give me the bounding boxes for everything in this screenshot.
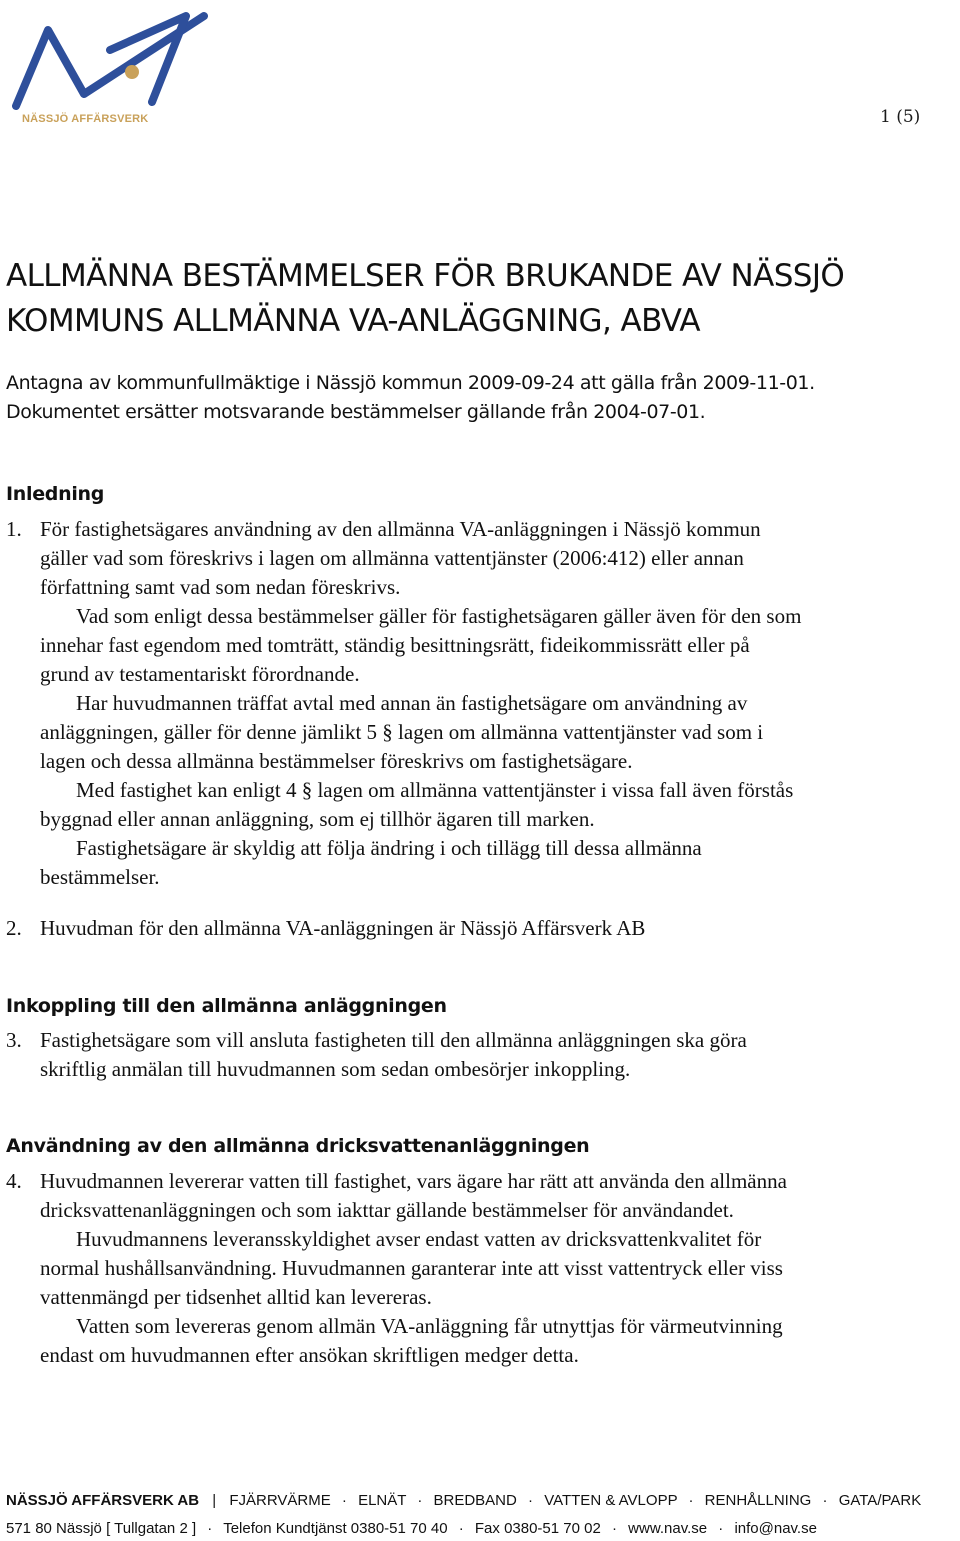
intro-text [6, 369, 946, 427]
paragraph-3 [6, 1026, 956, 1084]
paragraph-number: 1. [6, 517, 22, 541]
footer-dot: · [822, 1492, 828, 1509]
paragraph-number: 4. [6, 1169, 22, 1193]
footer-phone: Telefon Kundtjänst 0380-51 70 40 [223, 1520, 448, 1537]
paragraph-line: dricksvattenanläggningen och som iakttar gällande bestämmelser för användandet. [40, 1198, 734, 1222]
paragraph-line: vattenmängd per tidsenhet alltid kan levereras. [40, 1285, 432, 1309]
paragraph-line: grund av testamentariskt förordnande. [40, 662, 360, 686]
title-line-2: KOMMUNS ALLMÄNNA VA-ANLÄGGNING, ABVA [6, 303, 701, 339]
intro-line-2: Dokumentet ersätter motsvarande bestämmelser gällande från 2004-07-01. [6, 401, 706, 423]
paragraph-line: innehar fast egendom med tomträtt, ständig besittningsrätt, fideikommissrätt eller på [40, 633, 750, 657]
paragraph-line: normal hushållsanvändning. Huvudmannen garanterar inte att visst vattentryck eller viss [40, 1256, 783, 1280]
paragraph-line: Med fastighet kan enligt 4 § lagen om allmänna vattentjänster i vissa fall även förstås [76, 778, 794, 802]
paragraph-line: författning samt vad som nedan föreskrivs. [40, 575, 401, 599]
footer-separator: | [212, 1492, 217, 1509]
footer-fax: Fax 0380-51 70 02 [474, 1520, 601, 1537]
paragraph-line: anläggningen, gäller för denne jämlikt 5 § lagen om allmänna vattentjänster vad som i [40, 720, 764, 744]
paragraph-line: För fastighetsägares användning av den allmänna VA-anläggningen i Nässjö kommun [40, 517, 761, 541]
footer-dot: · [688, 1492, 694, 1509]
paragraph-4 [6, 1167, 956, 1370]
footer-dot: · [417, 1492, 423, 1509]
footer-email-link[interactable]: info@nav.se [734, 1520, 817, 1537]
footer-service: ELNÄT [358, 1492, 407, 1509]
footer-service: RENHÅLLNING [704, 1492, 812, 1509]
paragraph-line: Huvudmannens leveransskyldighet avser endast vatten av dricksvattenkvalitet för [76, 1227, 762, 1251]
logo-text: NÄSSJÖ AFFÄRSVERK [22, 113, 149, 125]
intro-line-1: Antagna av kommunfullmäktige i Nässjö kommun 2009-09-24 att gälla från 2009-11-01. [6, 372, 815, 394]
footer-dot: · [458, 1520, 464, 1537]
footer-service: VATTEN & AVLOPP [544, 1492, 678, 1509]
paragraph-line: bestämmelser. [40, 865, 160, 889]
paragraph-line: lagen och dessa allmänna bestämmelser föreskrivs om fastighetsägare. [40, 749, 633, 773]
paragraph-line: Vatten som levereras genom allmän VA-anläggning får utnyttjas för värmeutvinning [76, 1314, 783, 1338]
paragraph-1 [6, 515, 956, 892]
paragraph-line: gäller vad som föreskrivs i lagen om allmänna vattentjänster (2006:412) eller annan [40, 546, 744, 570]
paragraph-number: 3. [6, 1028, 22, 1052]
footer-services [6, 1491, 956, 1511]
paragraph-2 [6, 914, 956, 943]
nassjo-affarsverk-logo [6, 6, 211, 126]
paragraph-line: Huvudmannen levererar vatten till fastighet, vars ägare har rätt att använda den allmänna [40, 1169, 787, 1193]
heading-anvandning: Användning av den allmänna dricksvattenanläggningen [6, 1135, 590, 1157]
paragraph-line: Vad som enligt dessa bestämmelser gäller för fastighetsägaren gäller även för den som [76, 604, 802, 628]
footer-service: FJÄRRVÄRME [229, 1492, 331, 1509]
paragraph-line: endast om huvudmannen efter ansökan skriftligen medger detta. [40, 1343, 579, 1367]
paragraph-line: byggnad eller annan anläggning, som ej tillhör ägaren till marken. [40, 807, 595, 831]
heading-inkoppling: Inkoppling till den allmänna anläggningen [6, 995, 447, 1017]
footer-service: GATA/PARK [838, 1492, 922, 1509]
footer-dot: · [341, 1492, 347, 1509]
footer-service: BREDBAND [433, 1492, 517, 1509]
footer-company-name: NÄSSJÖ AFFÄRSVERK AB [6, 1492, 200, 1509]
footer-dot: · [612, 1520, 617, 1537]
logo-gold-dot [125, 65, 139, 79]
footer-web-link[interactable]: www.nav.se [628, 1520, 708, 1537]
footer-address: 571 80 Nässjö [ Tullgatan 2 ] [6, 1520, 197, 1537]
paragraph-line: Har huvudmannen träffat avtal med annan än fastighetsägare om användning av [76, 691, 748, 715]
footer-dot: · [718, 1520, 724, 1537]
heading-inledning: Inledning [6, 483, 105, 505]
footer-dot: · [207, 1520, 213, 1537]
paragraph-number: 2. [6, 916, 22, 940]
title-line-1: ALLMÄNNA BESTÄMMELSER FÖR BRUKANDE AV NÄSSJÖ [6, 258, 845, 294]
paragraph-line: Fastighetsägare är skyldig att följa ändring i och tillägg till dessa allmänna [76, 836, 702, 860]
document-title [6, 254, 946, 344]
footer-contact [6, 1519, 956, 1539]
paragraph-line: Fastighetsägare som vill ansluta fastigheten till den allmänna anläggningen ska göra [40, 1028, 747, 1052]
page-number: 1 (5) [880, 107, 921, 127]
paragraph-line: skriftlig anmälan till huvudmannen som sedan ombesörjer inkoppling. [40, 1057, 631, 1081]
footer-dot: · [528, 1492, 534, 1509]
paragraph-line: Huvudman för den allmänna VA-anläggningen är Nässjö Affärsverk AB [40, 916, 646, 940]
